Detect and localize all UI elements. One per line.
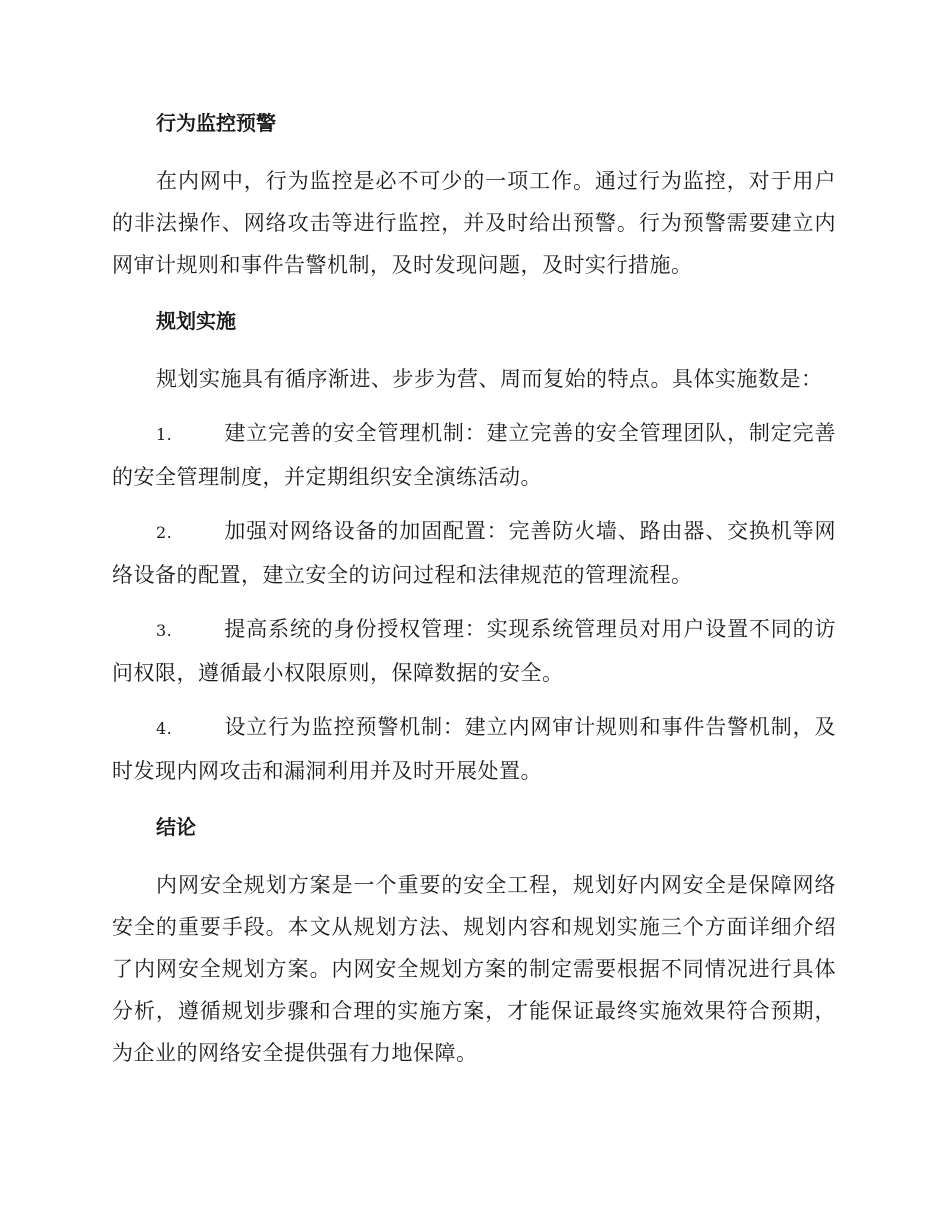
list-item (112, 608, 836, 694)
list-text: 提高系统的身份授权管理：实现系统管理员对用户设置不同的访问权限，遵循最小权限原则，保障数据的安全。 (112, 617, 836, 685)
list-item (112, 510, 836, 596)
section-heading-conclusion: 结论 (156, 815, 196, 839)
paragraph: 内网安全规划方案是一个重要的安全工程，规划好内网安全是保障网络安全的重要手段。本文从规划方法、规划内容和规划实施三个方面详细介绍了内网安全规划方案。内网安全规划方案的制定需要根据不同情况进行具体分析，遵循规划步骤和合理的实施方案，才能保证最终实施效果符合预期，为企业的网络安全提供强有力地保障。 (112, 873, 836, 1065)
list-item (112, 706, 836, 792)
list-number: 2. (156, 523, 173, 542)
list-number: 4. (156, 719, 173, 738)
list-number: 3. (156, 621, 173, 640)
list-text: 加强对网络设备的加固配置：完善防火墙、路由器、交换机等网络设备的配置，建立安全的访问过程和法律规范的管理流程。 (112, 519, 836, 587)
list-item (112, 412, 836, 498)
paragraph: 规划实施具有循序渐进、步步为营、周而复始的特点。具体实施数是： (156, 367, 823, 391)
section-heading-implementation: 规划实施 (156, 309, 236, 333)
document-body (112, 108, 836, 1086)
list-number: 1. (156, 425, 173, 444)
list-text: 设立行为监控预警机制：建立内网审计规则和事件告警机制，及时发现内网攻击和漏洞利用并及时开展处置。 (112, 715, 836, 783)
list-text: 建立完善的安全管理机制：建立完善的安全管理团队，制定完善的安全管理制度，并定期组织安全演练活动。 (112, 421, 836, 489)
paragraph: 在内网中，行为监控是必不可少的一项工作。通过行为监控，对于用户的非法操作、网络攻击等进行监控，并及时给出预警。行为预警需要建立内网审计规则和事件告警机制，及时发现问题，及时实行措施。 (112, 169, 836, 277)
section-heading-behavior-monitoring: 行为监控预警 (156, 111, 276, 135)
